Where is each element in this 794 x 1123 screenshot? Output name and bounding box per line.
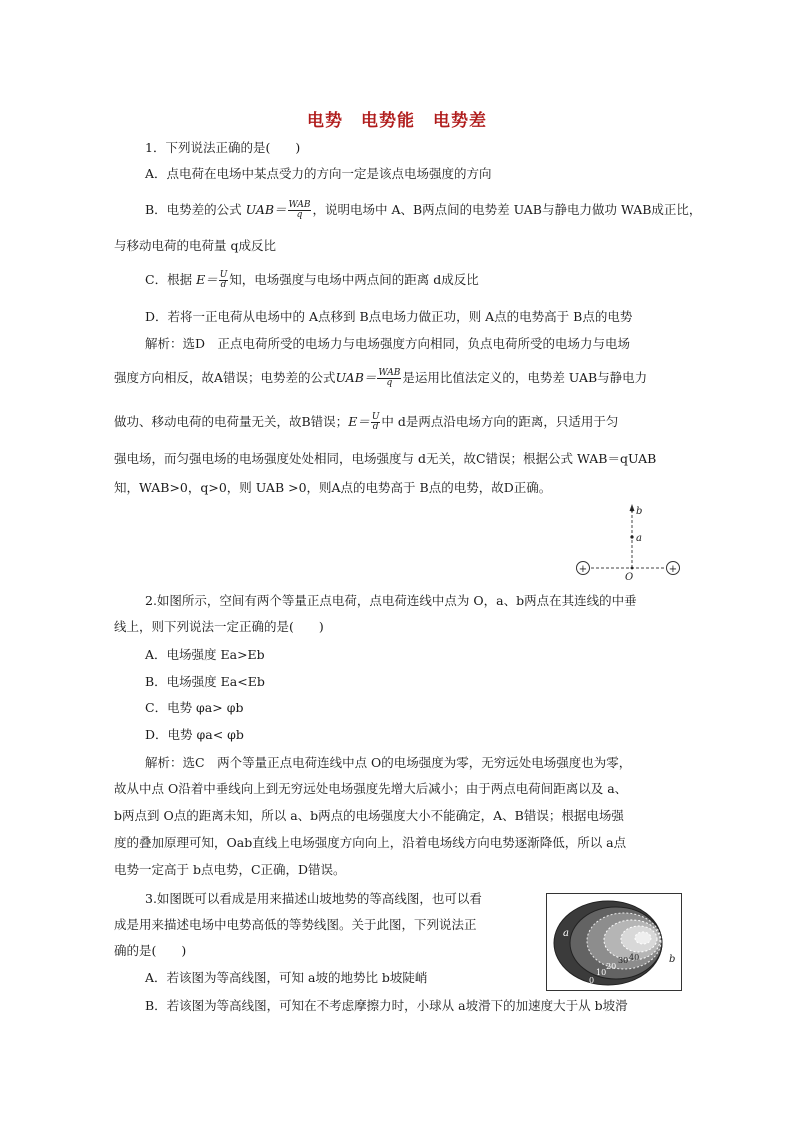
q3-stem-3: 确的是( ) bbox=[114, 943, 187, 958]
q3-stem-1: 3.如图既可以看成是用来描述山坡地势的等高线图，也可以看 bbox=[145, 891, 482, 906]
q3-option-a: A．若该图为等高线图，可知 a坡的地势比 b坡陡峭 bbox=[145, 970, 428, 985]
q2-solution-1: 解析：选C 两个等量正点电荷连线中点 O的电场强度为零，无穷远处电场强度也为零， bbox=[145, 755, 632, 770]
charge-sign-right: + bbox=[668, 564, 678, 575]
label-a: a bbox=[636, 533, 642, 544]
e-fraction-2 bbox=[371, 413, 381, 432]
q1-option-b bbox=[145, 200, 701, 220]
q2-stem-2: 线上，则下列说法一定正确的是( ) bbox=[114, 619, 324, 634]
page-title: 电势 电势能 电势差 bbox=[307, 111, 487, 131]
e-lhs: E＝ bbox=[196, 272, 218, 287]
contour-figure bbox=[546, 893, 682, 991]
q1-stem: 1．下列说法正确的是( ) bbox=[145, 140, 301, 155]
q1-solution-3-prefix: 做功、移动电荷的电荷量无关，故B错误； bbox=[114, 414, 349, 429]
q1-solution-2-suffix: 是运用比值法定义的，电势差 UAB与静电力 bbox=[402, 370, 648, 385]
q1-option-a: A．点电荷在电场中某点受力的方向一定是该点电场强度的方向 bbox=[145, 166, 492, 181]
q3-option-b: B．若该图为等高线图，可知在不考虑摩擦力时，小球从 a坡滑下的加速度大于从 b坡滑 bbox=[145, 998, 628, 1013]
q1-option-b-prefix: B．电势差的公式 bbox=[145, 202, 242, 217]
label-o: O bbox=[625, 572, 634, 582]
label-contour-20: 20 bbox=[606, 962, 617, 971]
q1-option-c-prefix: C．根据 bbox=[145, 272, 193, 287]
label-slope-b: b bbox=[669, 954, 676, 965]
contour-diagram bbox=[546, 893, 682, 991]
point-b bbox=[630, 508, 633, 511]
label-b: b bbox=[636, 506, 643, 517]
q2-solution-3: b两点到 O点的距离未知，所以 a、b两点的电场强度大小不能确定，A、B错误；根据电场强 bbox=[114, 808, 624, 823]
uab-denominator-2: q bbox=[386, 378, 393, 388]
q2-solution-2: 故从中点 O沿着中垂线向上到无穷远处电场强度先增大后减小；由于两点电荷间距离以及 a、 bbox=[114, 781, 628, 796]
q2-option-d: D．电势 φa< φb bbox=[145, 727, 244, 742]
label-contour-40: 40 bbox=[629, 953, 640, 962]
q1-solution-2-prefix: 强度方向相反，故A错误；电势差的公式 bbox=[114, 370, 336, 385]
q1-option-b-continued: 与移动电荷的电荷量 q成反比 bbox=[114, 238, 276, 253]
q2-solution-5: 电势一定高于 b点电势，C正确，D错误。 bbox=[114, 862, 346, 877]
uab-fraction-2 bbox=[377, 369, 401, 388]
q1-solution-3-suffix: 中 d是两点沿电场方向的距离，只适用于匀 bbox=[381, 414, 619, 429]
q2-option-b: B．电场强度 Ea<Eb bbox=[145, 674, 265, 689]
e-denominator-2: d bbox=[372, 422, 379, 432]
e-lhs-2: E＝ bbox=[348, 414, 370, 429]
uab-numerator-2: WAB bbox=[378, 368, 401, 378]
charges-diagram bbox=[570, 500, 682, 582]
q1-option-c-suffix: 知，电场强度与电场中两点间的距离 d成反比 bbox=[229, 272, 479, 287]
uab-numerator: WAB bbox=[288, 200, 311, 210]
uab-denominator: q bbox=[296, 210, 303, 220]
q1-solution-1: 解析：选D 正点电荷所受的电场力与电场强度方向相同，负点电荷所受的电场力与电场 bbox=[145, 336, 631, 351]
contour-peak bbox=[635, 932, 651, 944]
charges-figure bbox=[570, 500, 682, 582]
e-denominator: d bbox=[220, 280, 227, 290]
uab-lhs: UAB＝ bbox=[245, 202, 287, 217]
uab-fraction bbox=[288, 201, 312, 220]
uab-lhs-2: UAB＝ bbox=[335, 370, 377, 385]
q1-option-c bbox=[145, 270, 479, 290]
q2-stem-1: 2.如图所示，空间有两个等量正点电荷，点电荷连线中点为 O，a、b两点在其连线的中垂 bbox=[145, 593, 637, 608]
point-o bbox=[631, 567, 634, 570]
q1-option-b-suffix: ，说明电场中 A、B两点间的电势差 UAB与静电力做功 WAB成正比， bbox=[312, 202, 702, 217]
q1-solution-3 bbox=[114, 412, 618, 432]
label-contour-10: 10 bbox=[596, 968, 607, 977]
q1-solution-2 bbox=[114, 368, 647, 388]
label-slope-a: a bbox=[563, 928, 569, 939]
label-contour-30: 30 bbox=[618, 956, 629, 965]
q1-solution-5: 知，WAB>0，q>0，则 UAB >0，则A点的电势高于 B点的电势，故D正确。 bbox=[114, 480, 552, 495]
q1-option-d: D．若将一正电荷从电场中的 A点移到 B点电场力做正功，则 A点的电势高于 B点的电势 bbox=[145, 309, 633, 324]
q1-solution-4: 强电场，而匀强电场的电场强度处处相同，电场强度与 d无关，故C错误；根据公式 WAB＝qUAB bbox=[114, 451, 657, 466]
q2-solution-4: 度的叠加原理可知，Oab直线上电场强度方向向上，沿着电场线方向电势逐渐降低，所以 a点 bbox=[114, 835, 627, 850]
e-fraction bbox=[219, 271, 229, 290]
point-a bbox=[630, 535, 633, 538]
e-numerator: U bbox=[219, 270, 228, 280]
q3-stem-2: 成是用来描述电场中电势高低的等势线图。关于此图，下列说法正 bbox=[114, 917, 477, 932]
e-numerator-2: U bbox=[371, 412, 380, 422]
q2-option-c: C．电势 φa> φb bbox=[145, 700, 244, 715]
label-contour-0: 0 bbox=[589, 976, 595, 985]
charge-sign-left: + bbox=[578, 564, 588, 575]
q2-option-a: A．电场强度 Ea>Eb bbox=[145, 647, 265, 662]
